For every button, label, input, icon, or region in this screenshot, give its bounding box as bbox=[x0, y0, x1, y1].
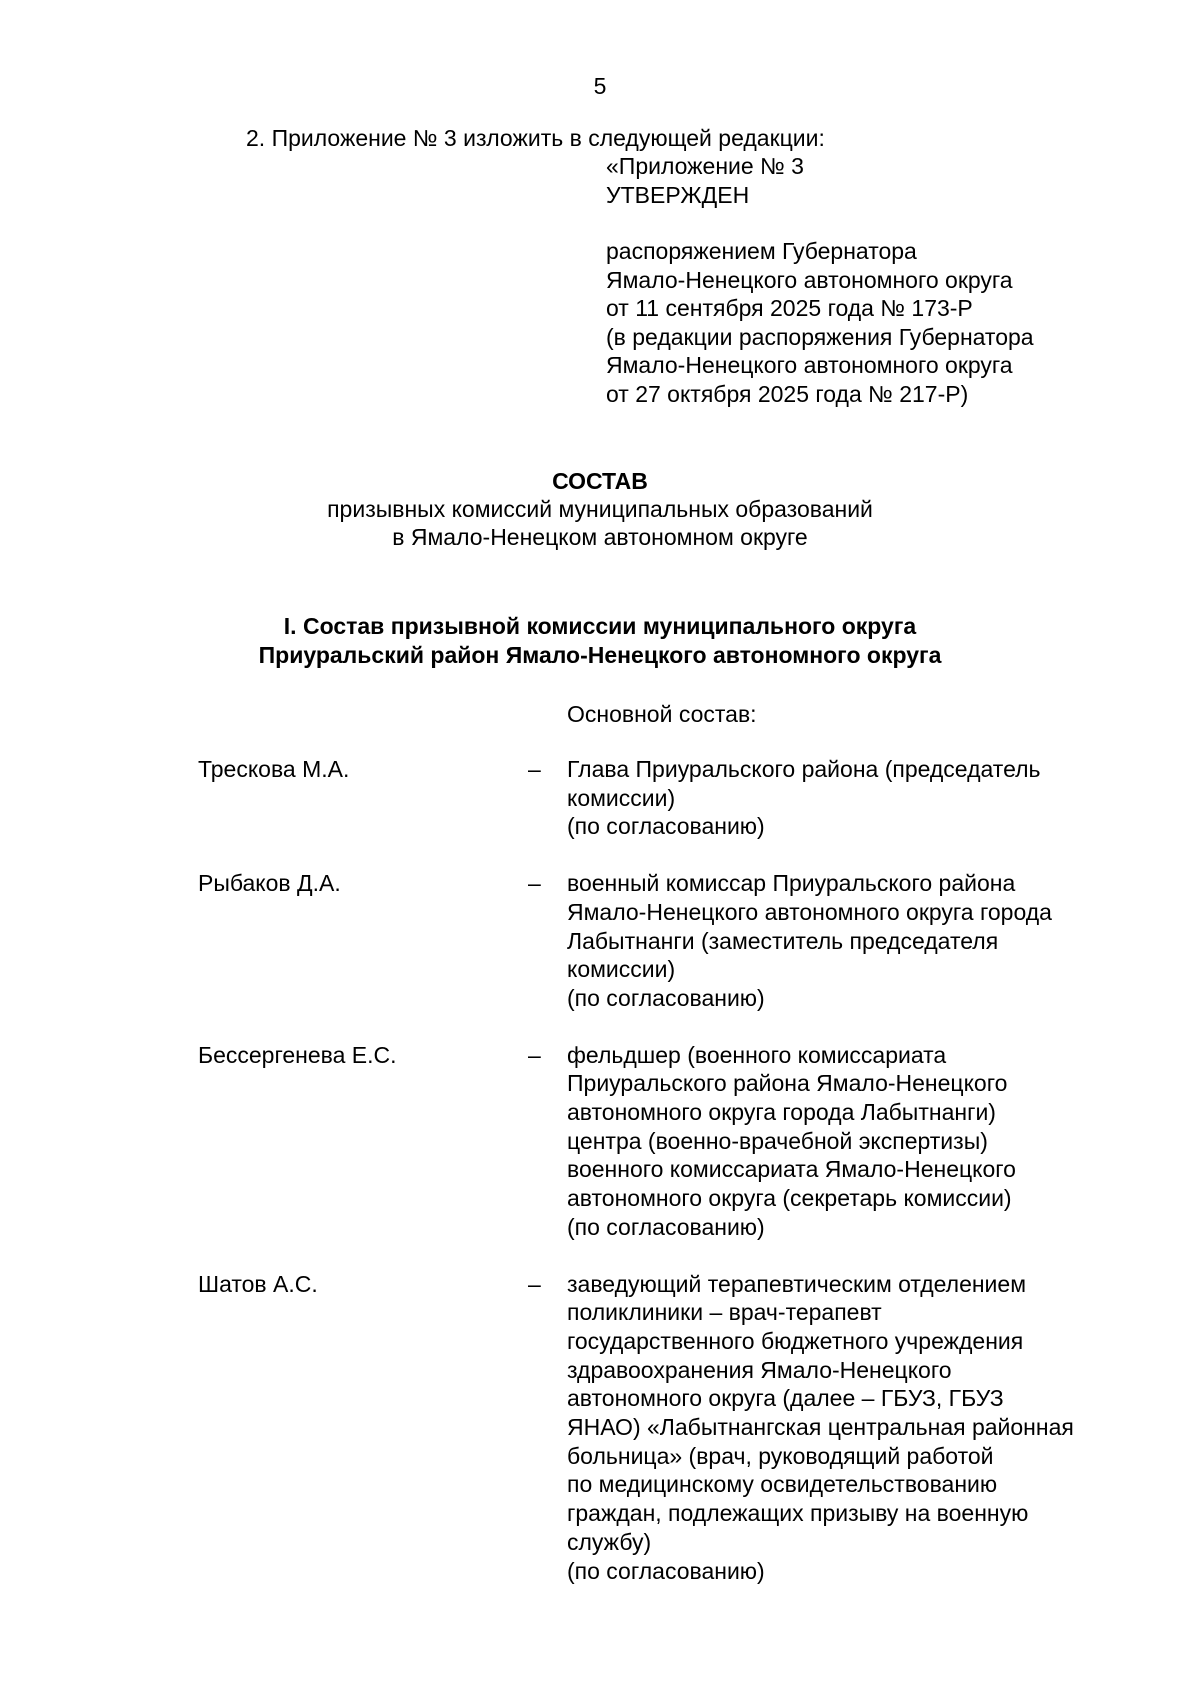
member-role bbox=[567, 1041, 1157, 1242]
member-role-line: (по согласованию) bbox=[567, 1557, 765, 1584]
member-role-line: Приуральского района Ямало-Ненецкого bbox=[567, 1070, 1008, 1097]
section-heading-line: I. Состав призывной комиссии муниципального округа bbox=[283, 613, 917, 639]
document-title-block bbox=[0, 467, 1200, 551]
approval-appendix-label: «Приложение № 3 bbox=[606, 153, 804, 179]
member-name: Шатов А.С. bbox=[198, 1270, 318, 1297]
page-number: 5 bbox=[593, 73, 607, 99]
member-role-line: ЯНАО) «Лабытнангская центральная районная bbox=[567, 1414, 1074, 1441]
member-list bbox=[198, 755, 1158, 1613]
member-row bbox=[198, 755, 1158, 841]
document-subtitle: призывных комиссий муниципальных образований bbox=[327, 496, 873, 522]
member-name: Трескова М.А. bbox=[198, 756, 350, 782]
member-role-line: автономного округа города Лабытнанги) bbox=[567, 1099, 996, 1126]
member-row bbox=[198, 1270, 1158, 1586]
member-role-line: фельдшер (военного комиссариата bbox=[567, 1041, 947, 1068]
member-role-line: (по согласованию) bbox=[567, 1213, 765, 1240]
member-dash: – bbox=[528, 870, 541, 897]
document-subtitle: в Ямало-Ненецком автономном округе bbox=[392, 524, 808, 550]
document-title: СОСТАВ bbox=[552, 468, 648, 494]
member-role-line: комиссии) bbox=[567, 784, 676, 811]
member-role-line: автономного округа (далее – ГБУЗ, ГБУЗ bbox=[567, 1385, 1004, 1412]
member-role-line: военного комиссариата Ямало-Ненецкого bbox=[567, 1156, 1016, 1183]
member-role-line: автономного округа (секретарь комиссии) bbox=[567, 1185, 1012, 1212]
member-role-line: здравоохранения Ямало-Ненецкого bbox=[567, 1356, 952, 1383]
member-name: Бессергенева Е.С. bbox=[198, 1041, 397, 1068]
member-role-line: службу) bbox=[567, 1528, 652, 1555]
member-role-line: граждан, подлежащих призыву на военную bbox=[567, 1500, 1029, 1527]
section-heading-line: Приуральский район Ямало-Ненецкого автономного округа bbox=[258, 642, 942, 668]
member-role bbox=[567, 869, 1157, 1013]
member-name: Рыбаков Д.А. bbox=[198, 870, 341, 897]
member-role-line: (по согласованию) bbox=[567, 984, 765, 1011]
member-role-line: заведующий терапевтическим отделением bbox=[567, 1270, 1027, 1297]
member-role-line: больница» (врач, руководящий работой bbox=[567, 1442, 994, 1469]
member-dash: – bbox=[528, 756, 541, 782]
member-role-line: центра (военно-врачебной экспертизы) bbox=[567, 1127, 988, 1154]
approval-line: (в редакции распоряжения Губернатора bbox=[606, 323, 1034, 350]
member-role-line: Глава Приуральского района (председатель bbox=[567, 756, 1041, 782]
member-row bbox=[198, 1041, 1158, 1242]
member-role-line: государственного бюджетного учреждения bbox=[567, 1327, 1024, 1354]
approval-approved-label: УТВЕРЖДЕН bbox=[606, 181, 750, 208]
intro-paragraph: 2. Приложение № 3 изложить в следующей редакции: bbox=[246, 125, 825, 151]
member-row bbox=[198, 869, 1158, 1013]
approval-spacer bbox=[606, 209, 1034, 237]
member-role bbox=[567, 755, 1157, 841]
approval-line: от 11 сентября 2025 года № 173-Р bbox=[606, 295, 973, 321]
member-dash: – bbox=[528, 1270, 541, 1297]
subsection-heading: Основной состав: bbox=[567, 701, 757, 727]
member-role-line: по медицинскому освидетельствованию bbox=[567, 1471, 998, 1498]
member-role-line: комиссии) bbox=[567, 956, 676, 983]
approval-line: Ямало-Ненецкого автономного округа bbox=[606, 266, 1013, 293]
member-role-line: Лабытнанги (заместитель председателя bbox=[567, 927, 999, 954]
member-role-line: военный комиссар Приуральского района bbox=[567, 870, 1016, 897]
approval-block bbox=[606, 152, 1034, 408]
approval-line: от 27 октября 2025 года № 217-Р) bbox=[606, 380, 969, 407]
member-role bbox=[567, 1270, 1157, 1586]
section-heading bbox=[200, 612, 1000, 670]
member-role-line: поликлиники – врач-терапевт bbox=[567, 1299, 882, 1326]
member-dash: – bbox=[528, 1041, 541, 1068]
approval-line: распоряжением Губернатора bbox=[606, 238, 917, 264]
approval-line: Ямало-Ненецкого автономного округа bbox=[606, 352, 1013, 378]
member-role-line: Ямало-Ненецкого автономного округа города bbox=[567, 898, 1052, 925]
member-role-line: (по согласованию) bbox=[567, 813, 765, 840]
